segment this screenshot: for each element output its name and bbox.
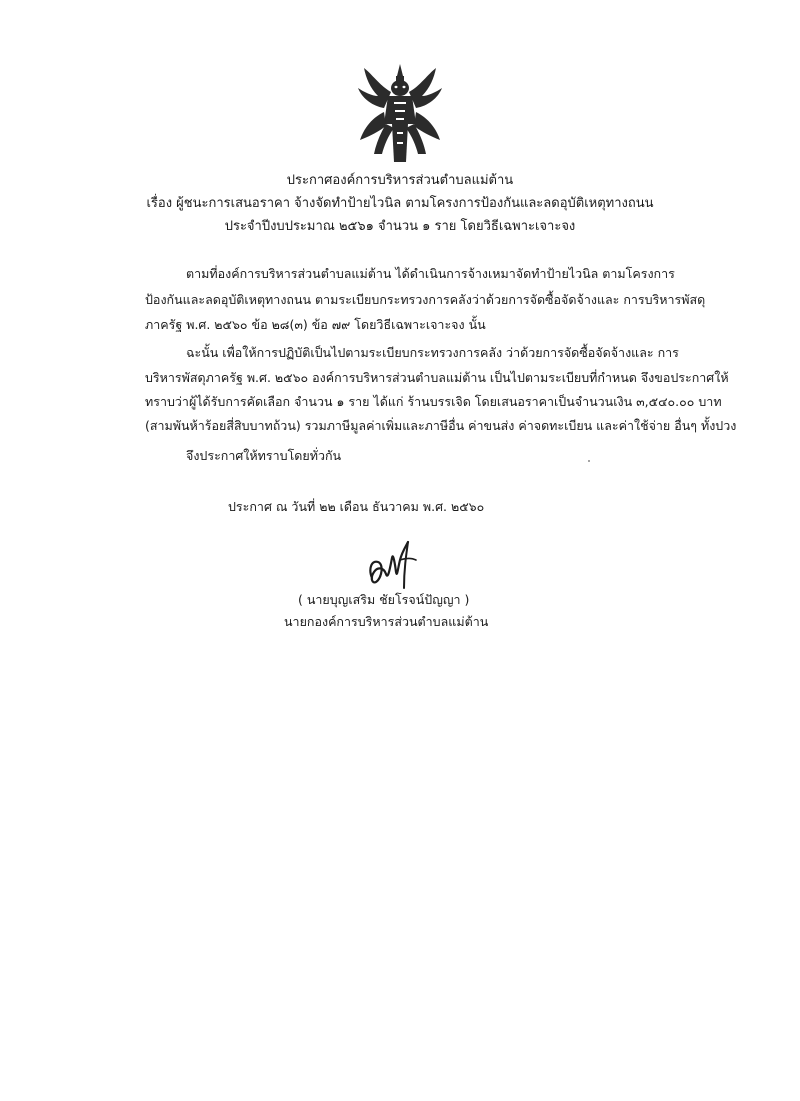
signer-name: ( นายบุญเสริม ชัยโรจน์ปัญญา ) bbox=[298, 592, 470, 607]
announcement-fiscal-year: ประจำปีงบประมาณ ๒๕๖๑ จำนวน ๑ ราย โดยวิธีเฉพาะเจาะจง bbox=[224, 219, 576, 234]
announcement-subject: เรื่อง ผู้ชนะการเสนอราคา จ้างจัดทำป้ายไวนิล ตามโครงการป้องกันและลดอุบัติเหตุทางถนน bbox=[146, 196, 654, 211]
paragraph-2-line-4: (สามพันห้าร้อยสี่สิบบาทถ้วน) รวมภาษีมูลค่าเพิ่มและภาษีอื่น ค่าขนส่ง ค่าจดทะเบียน และค่าใช้จ่าย อื่นๆ ทั้งปวง bbox=[145, 418, 737, 433]
paragraph-1-line-1: ตามที่องค์การบริหารส่วนตำบลแม่ต้าน ได้ดำเนินการจ้างเหมาจัดทำป้ายไวนิล ตามโครงการ bbox=[186, 266, 675, 281]
paragraph-1-line-3: ภาครัฐ พ.ศ. ๒๕๖๐ ข้อ ๒๘(๓) ข้อ ๗๙ โดยวิธีเฉพาะเจาะจง นั้น bbox=[145, 317, 486, 332]
announcement-date: ประกาศ ณ วันที่ ๒๒ เดือน ธันวาคม พ.ศ. ๒๕๖๐ bbox=[228, 499, 485, 514]
paragraph-2-line-1: ฉะนั้น เพื่อให้การปฏิบัติเป็นไปตามระเบียบกระทรวงการคลัง ว่าด้วยการจัดซื้อจัดจ้างและ การ bbox=[186, 345, 679, 360]
announcement-title: ประกาศองค์การบริหารส่วนตำบลแม่ต้าน bbox=[286, 173, 514, 188]
handwritten-signature-icon bbox=[362, 538, 426, 598]
paragraph-2-line-2: บริหารพัสดุภาครัฐ พ.ศ. ๒๕๖๐ องค์การบริหารส่วนตำบลแม่ต้าน เป็นไปตามระเบียบที่กำหนด จึงขอประกาศให้ bbox=[145, 370, 729, 385]
garuda-emblem-icon bbox=[350, 62, 450, 166]
paragraph-3: จึงประกาศให้ทราบโดยทั่วกัน bbox=[186, 448, 342, 463]
paragraph-1-line-2: ป้องกันและลดอุบัติเหตุทางถนน ตามระเบียบกระทรวงการคลังว่าด้วยการจัดซื้อจัดจ้างและ การบริหารพัสดุ bbox=[145, 292, 706, 307]
signer-position: นายกองค์การบริหารส่วนตำบลแม่ต้าน bbox=[284, 614, 489, 629]
scan-speck bbox=[588, 460, 590, 462]
paragraph-2-line-3: ทราบว่าผู้ได้รับการคัดเลือก จำนวน ๑ ราย ได้แก่ ร้านบรรเจิด โดยเสนอราคาเป็นจำนวนเงิน ๓,๕๔๐.๐๐ บาท bbox=[145, 394, 722, 409]
